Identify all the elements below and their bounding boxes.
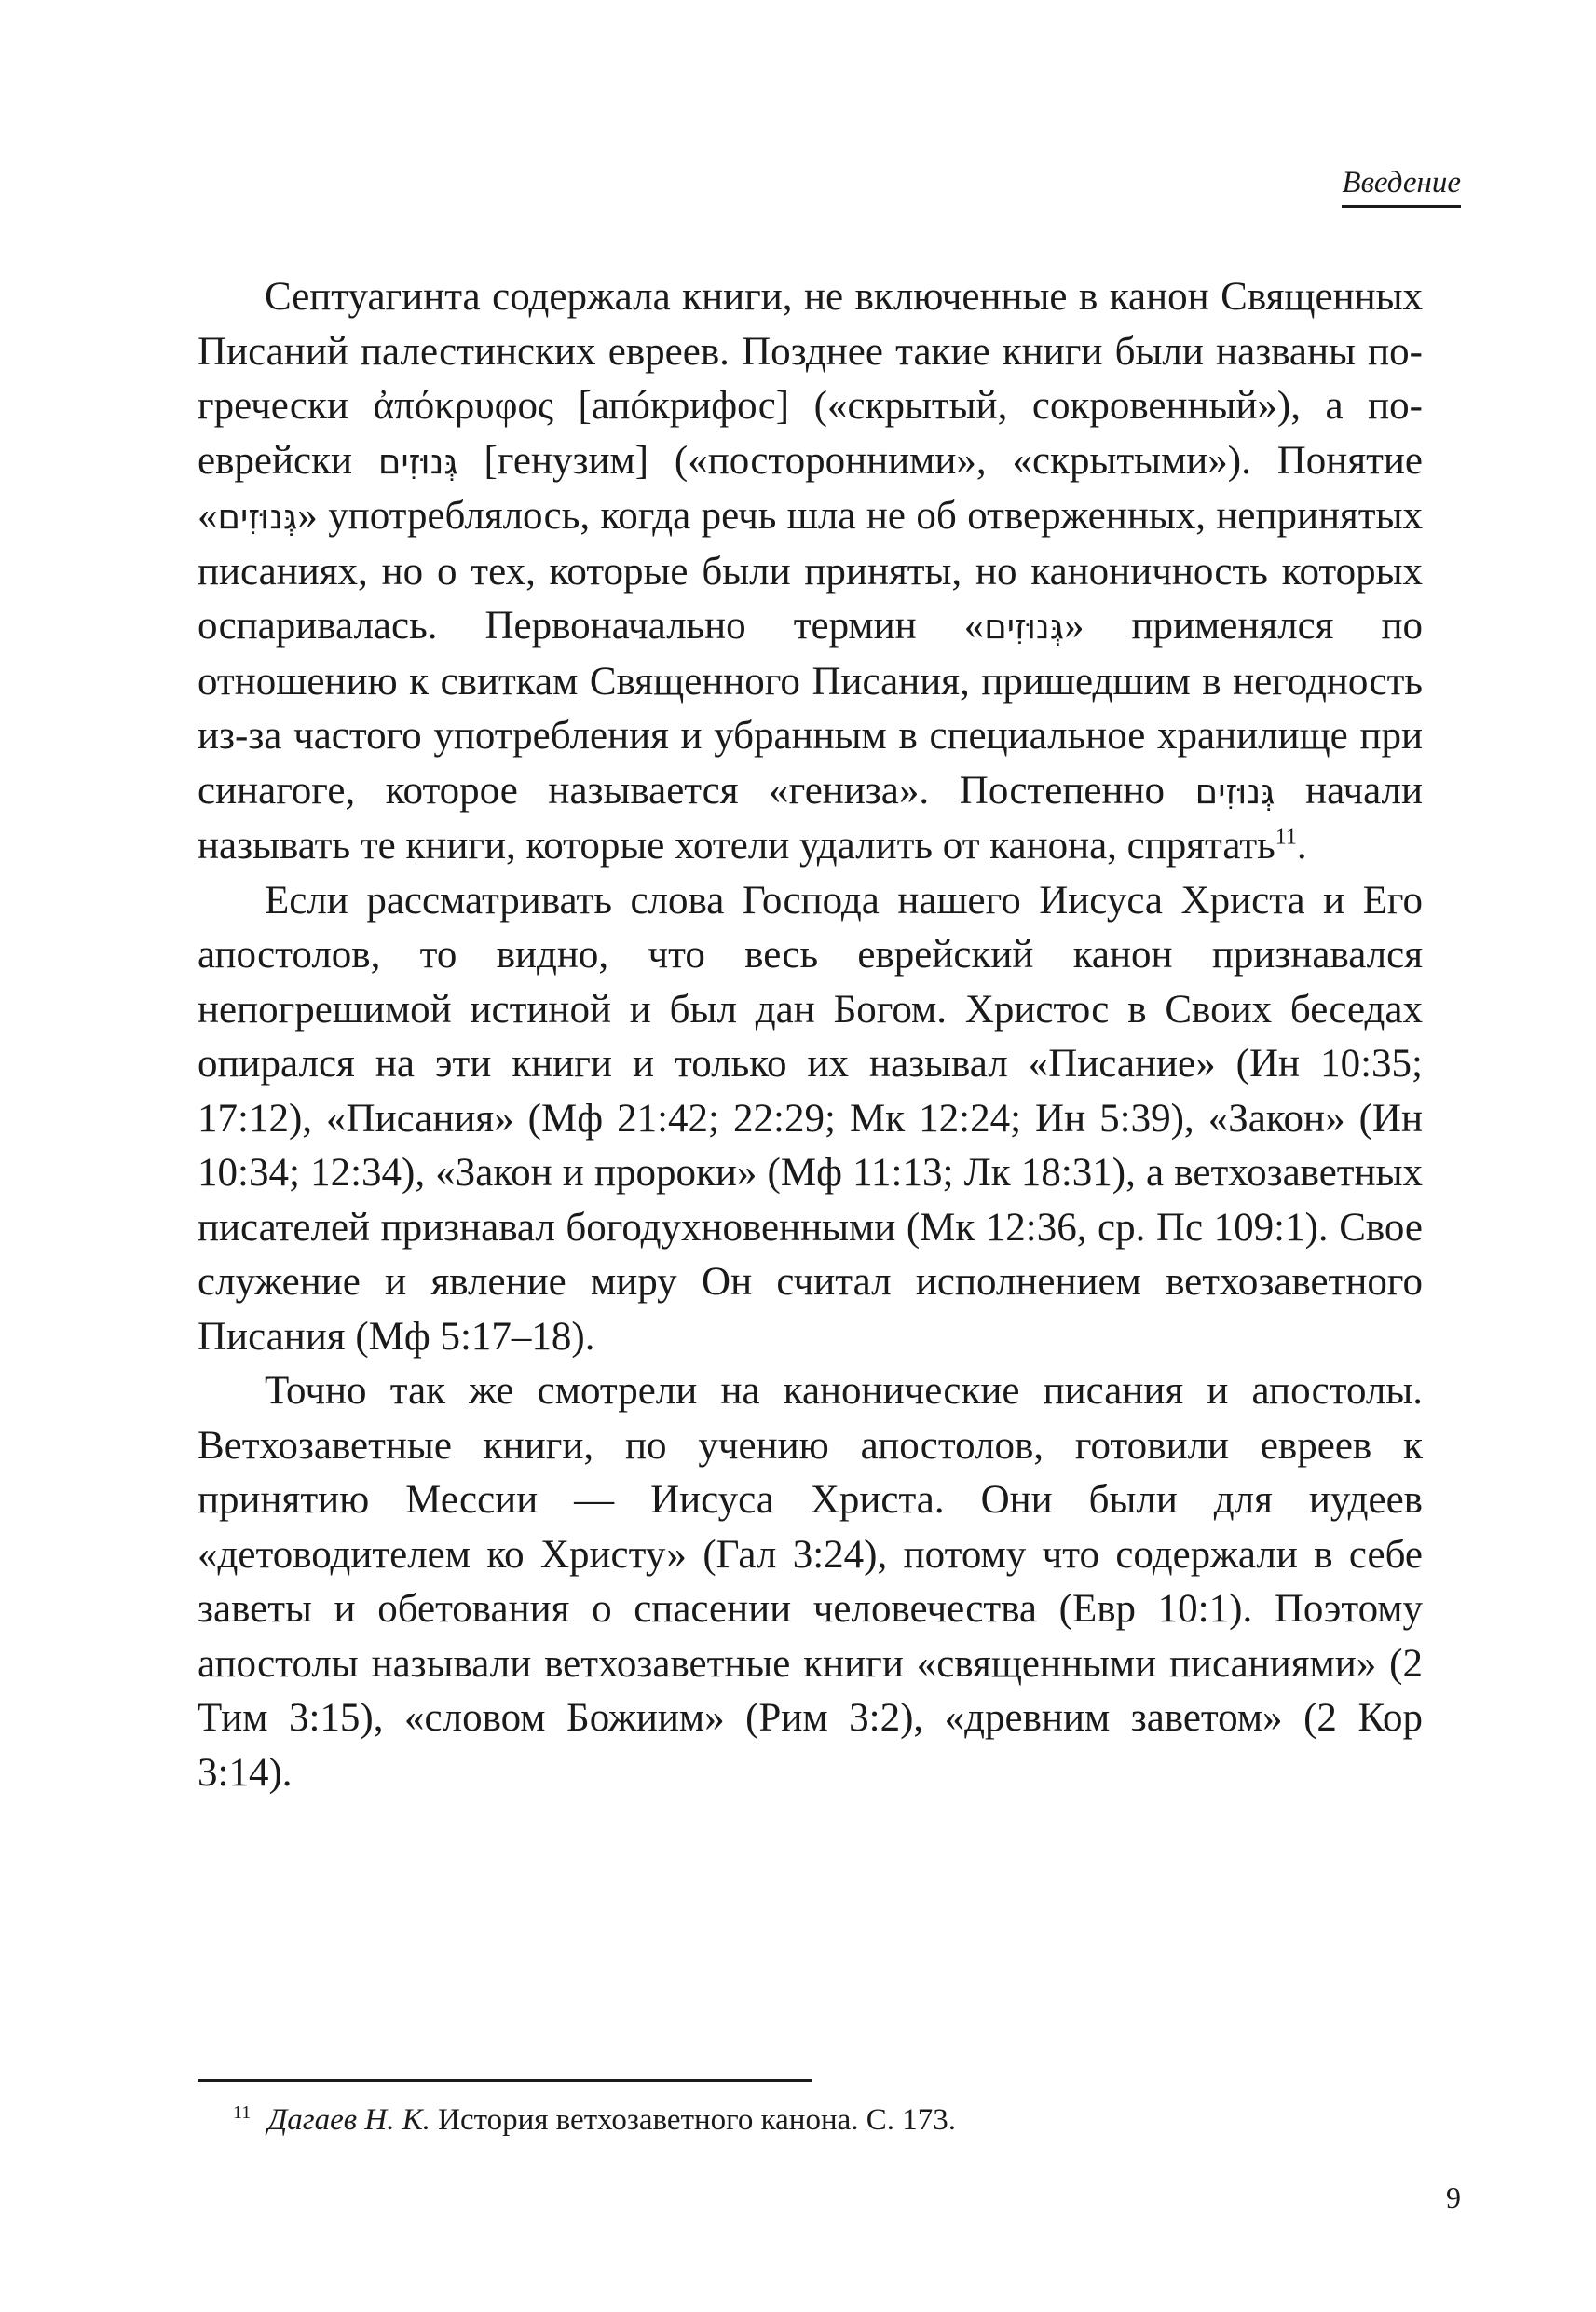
p1-text-1: Септуагинта содержала книги, не включенные в канон Священных Писаний палестинских евреев. Позднее такие книги были названы по-гречески — [198, 275, 1423, 428]
p1-text-6: начали называть те книги, которые хотели удалить от канона, спрятать — [198, 768, 1423, 868]
footnote-divider — [198, 2079, 812, 2082]
p1-text-4: » употреблялось, когда речь шла не об отверженных, непринятых писаниях, но о тех, которые были приняты, но каноничность которых оспаривалась. Первоначально термин « — [198, 494, 1423, 648]
page-number: 9 — [1446, 2181, 1461, 2214]
footnote-reference[interactable]: 11 — [1275, 825, 1297, 850]
paragraph-3: Точно так же смотрели на канонические писания и апостолы. Ветхозаветные книги, по учению апостолов, готовили евреев к принятию Мессии — Иисуса Христа. Они были для иудеев «детоводителем ко Христу» (Гал 3:24), потому что содержали в себе заветы и обетования о спасении человечества (Евр 10:1). Поэтому апостолы называли ветхозаветные книги «священными писаниями» (2 Тим 3:15), «словом Божиим» (Рим 3:2), «древним заветом» (2 Кор 3:14). — [198, 1369, 1423, 1795]
p1-text-2: [апóкрифос] («скрытый, сокровенный»), а по-еврейски — [198, 384, 1424, 483]
main-text — [198, 270, 1423, 1800]
paragraph-2: Если рассматривать слова Господа нашего Иисуса Христа и Его апостолов, то видно, что весь еврейский канон признавался непогрешимой истиной и был дан Богом. Христос в Своих беседах опирался на эти книги и только их называл «Писание» (Ин 10:35; 17:12), «Писания» (Мф 21:42; 22:29; Мк 12:24; Ин 5:39), «Закон» (Ин 10:34; 12:34), «Закон и пророки» (Мф 11:13; Лк 18:31), а ветхозаветных писателей признавал богодухновенными (Мк 12:36, ср. Пс 109:1). Свое служение и явление миру Он считал исполнением ветхозаветного Писания (Мф 5:17–18). — [198, 878, 1423, 1359]
hebrew-word: גְּנוּזִים — [217, 497, 298, 537]
greek-word: ἀπόκρυφος — [373, 384, 553, 428]
footnote-number: 11 — [233, 2102, 252, 2123]
hebrew-word: גְּנוּזִים — [377, 441, 458, 482]
p1-text-3: [генузим] («посторонними», «скрытыми»). Понятие « — [198, 438, 1423, 538]
hebrew-word: גְּנוּזִים — [1194, 771, 1275, 812]
paragraph-1 — [198, 270, 1423, 874]
footnote-text: История ветхозаветного канона. С. 173. — [430, 2103, 957, 2137]
hebrew-word: גְּנוּזִים — [984, 607, 1064, 647]
footnote — [233, 2101, 956, 2140]
running-head: Введение — [1342, 166, 1461, 208]
footnote-author: Дагаев Н. К. — [267, 2103, 430, 2137]
p1-text-7: . — [1296, 824, 1307, 868]
p1-text-5: » применялся по отношению к свиткам Священного Писания, пришедшим в негодность из-за частого употребления и убранным в специальное хранилище при синагоге, которое называется «гениза». Постепенно — [198, 604, 1423, 813]
